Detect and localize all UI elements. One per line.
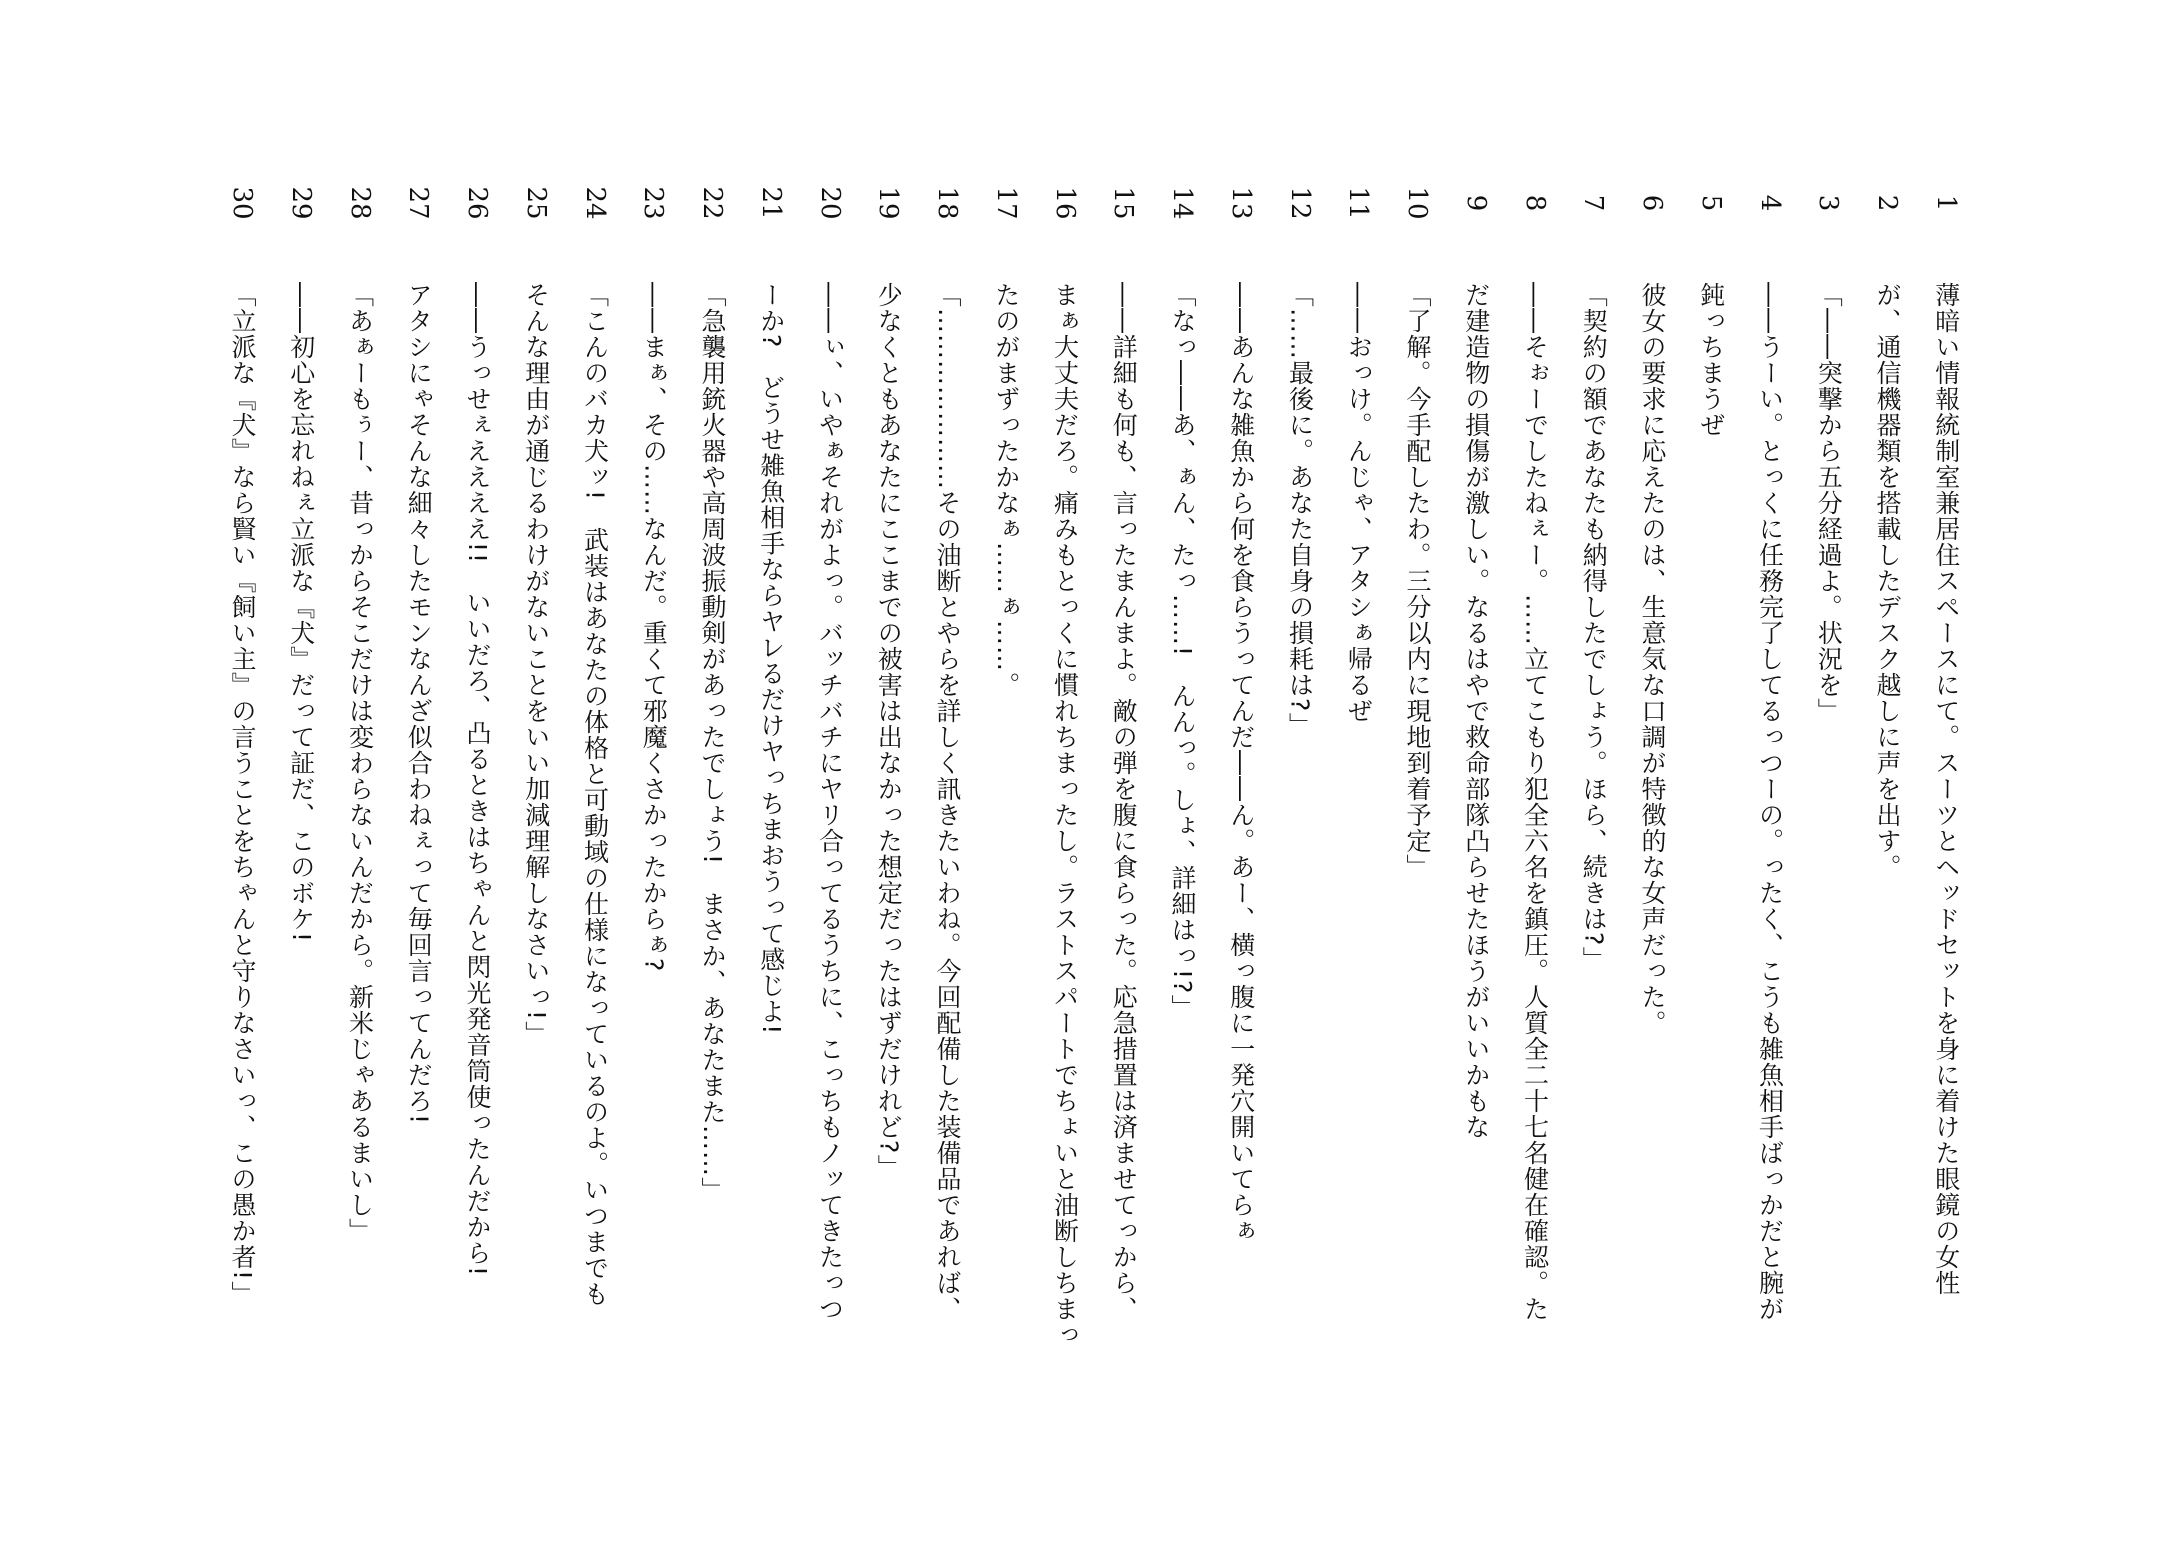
line-text: 「こんのバカ犬ッ! 武装はあなたの体格と可動域の仕様になっているのよ。いつまでも bbox=[580, 282, 610, 1308]
line-number: 23 bbox=[638, 186, 669, 220]
line-number: 7 bbox=[1578, 194, 1609, 212]
line-number: 11 bbox=[1343, 186, 1374, 220]
line-number: 4 bbox=[1754, 194, 1785, 212]
text-line bbox=[390, 186, 446, 1490]
line-number: 29 bbox=[285, 186, 316, 220]
line-number: 16 bbox=[1049, 186, 1080, 220]
line-number: 25 bbox=[520, 186, 551, 220]
text-line bbox=[567, 186, 623, 1490]
line-number: 26 bbox=[462, 186, 492, 220]
line-number: 10 bbox=[1402, 186, 1432, 220]
text-line bbox=[273, 186, 329, 1490]
vertical-text-body bbox=[214, 186, 1974, 1490]
line-text: 「契約の額であなたも納得したでしょう。ほら、続きは?」 bbox=[1579, 282, 1609, 973]
line-number: 28 bbox=[344, 186, 375, 220]
text-line bbox=[449, 186, 505, 1490]
line-number: 2 bbox=[1872, 194, 1902, 212]
line-text: アタシにゃそんな細々したモンなんざ似合わねぇって毎回言ってんだろ! bbox=[404, 282, 434, 1126]
text-line bbox=[1800, 190, 1856, 1490]
text-line bbox=[625, 186, 681, 1490]
line-text: たのがまずったかなぁ……ぁ……。 bbox=[991, 282, 1021, 698]
line-number: 6 bbox=[1637, 194, 1667, 212]
line-number: 3 bbox=[1813, 194, 1844, 212]
line-text: ――初心を忘れねぇ立派な『犬』だって証だ、このボケ! bbox=[286, 282, 316, 944]
text-line bbox=[919, 186, 975, 1490]
line-text: 「…………………その油断とやらを詳しく訊きたいわね。今回配備した装備品であれば、 bbox=[933, 282, 962, 1322]
text-line bbox=[1095, 186, 1151, 1490]
text-line bbox=[1507, 190, 1563, 1490]
line-number: 13 bbox=[1225, 186, 1256, 220]
line-text: 「急襲用銃火器や高周波振動剣があったでしょう! まさか、あなたまた……」 bbox=[698, 282, 727, 1204]
line-number: 15 bbox=[1108, 186, 1139, 220]
line-number: 17 bbox=[990, 186, 1021, 220]
text-line bbox=[1330, 186, 1386, 1490]
line-text: が、通信機器類を搭載したデスク越しに声を出す。 bbox=[1873, 282, 1902, 880]
line-text: 「なっ――あ、ぁん、たっ……! んんっ。しょ、詳細はっ!?」 bbox=[1168, 282, 1197, 1021]
line-number: 14 bbox=[1167, 186, 1197, 220]
line-text: ――うーい。とっくに任務完了してるっつーの。ったく、こうも雑魚相手ばっかだと腕が bbox=[1755, 282, 1785, 1322]
text-line bbox=[1389, 186, 1445, 1490]
line-number: 9 bbox=[1460, 194, 1491, 212]
line-text: だ建造物の損傷が激しい。なるはやで救命部隊凸らせたほうがいいかもな bbox=[1461, 282, 1491, 1140]
text-line bbox=[1037, 186, 1093, 1490]
line-number: 12 bbox=[1284, 186, 1315, 220]
line-number: 20 bbox=[814, 186, 845, 220]
text-line bbox=[1448, 190, 1504, 1490]
line-text: ――うっせぇええええ!! いいだろ、凸るときはちゃんと閃光発音筒使ったんだから! bbox=[463, 282, 492, 1278]
line-number: 18 bbox=[932, 186, 962, 220]
line-number: 30 bbox=[227, 186, 257, 220]
text-line bbox=[1624, 190, 1680, 1490]
text-line bbox=[214, 186, 270, 1490]
line-text: 「……最後に。あなた自身の損耗は?」 bbox=[1285, 282, 1315, 739]
text-line bbox=[1683, 190, 1739, 1490]
line-text: 「了解。今手配したわ。三分以内に現地到着予定」 bbox=[1403, 282, 1432, 880]
text-line bbox=[743, 186, 799, 1490]
line-text: まぁ大丈夫だろ。痛みもとっくに慣れちまったし。ラストスパートでちょいと油断しちまっ bbox=[1050, 282, 1080, 1348]
line-text: 「――突撃から五分経過よ。状況を」 bbox=[1814, 282, 1844, 724]
line-text: 鈍っちまうぜ bbox=[1696, 282, 1726, 438]
line-text: そんな理由が通じるわけがないことをいい加減理解しなさいっ!」 bbox=[521, 282, 551, 1048]
line-text: ――ぃ、いやぁそれがよっ。バッチバチにヤリ合ってるうちに、こっちもノッてきたっつ bbox=[815, 282, 845, 1322]
line-text: 彼女の要求に応えたのは、生意気な口調が特徴的な女声だった。 bbox=[1638, 282, 1667, 1036]
line-number: 27 bbox=[403, 186, 434, 220]
text-line bbox=[1213, 186, 1269, 1490]
line-text: ――まぁ、その……なんだ。重くて邪魔くさかったからぁ? bbox=[639, 282, 669, 973]
text-line bbox=[1154, 186, 1210, 1490]
line-number: 8 bbox=[1519, 194, 1550, 212]
text-line bbox=[508, 186, 564, 1490]
line-text: ーか? どうせ雑魚相手ならヤレるだけヤっちまおうって感じよ! bbox=[756, 282, 786, 1036]
text-line bbox=[1742, 190, 1798, 1490]
line-text: 「立派な『犬』なら賢い『飼い主』の言うことをちゃんと守りなさいっ、この愚か者!」 bbox=[228, 282, 257, 1308]
text-line bbox=[1859, 190, 1915, 1490]
line-text: 少なくともあなたにここまでの被害は出なかった想定だったはずだけれど?」 bbox=[874, 282, 904, 1181]
text-line bbox=[1918, 190, 1974, 1490]
text-line bbox=[802, 186, 858, 1490]
text-line bbox=[860, 186, 916, 1490]
text-line bbox=[332, 186, 388, 1490]
line-number: 22 bbox=[697, 186, 727, 220]
line-number: 19 bbox=[873, 186, 904, 220]
text-line bbox=[978, 186, 1034, 1490]
line-text: 「あぁーもぅー、昔っからそこだけは変わらないんだから。新米じゃあるまいし」 bbox=[345, 282, 375, 1244]
line-text: ――おっけ。んじゃ、アタシぁ帰るぜ bbox=[1344, 282, 1374, 724]
line-number: 1 bbox=[1930, 194, 1961, 212]
text-line bbox=[684, 186, 740, 1490]
line-number: 5 bbox=[1695, 194, 1726, 212]
text-line bbox=[1272, 186, 1328, 1490]
line-number: 24 bbox=[579, 186, 610, 220]
line-text: 薄暗い情報統制室兼居住スペースにて。スーツとヘッドセットを身に着けた眼鏡の女性 bbox=[1931, 282, 1961, 1296]
line-number: 21 bbox=[755, 186, 786, 220]
line-text: ――そぉーでしたねぇー。……立てこもり犯全六名を鎮圧。人質全二十七名健在確認。た bbox=[1520, 282, 1550, 1322]
line-text: ――あんな雑魚から何を食らうってんだ――ん。あー、横っ腹に一発穴開いてらぁ bbox=[1226, 282, 1256, 1244]
text-line bbox=[1565, 190, 1621, 1490]
line-text: ――詳細も何も、言ったまんまよ。敵の弾を腹に食らった。応急措置は済ませてっから、 bbox=[1109, 282, 1139, 1322]
